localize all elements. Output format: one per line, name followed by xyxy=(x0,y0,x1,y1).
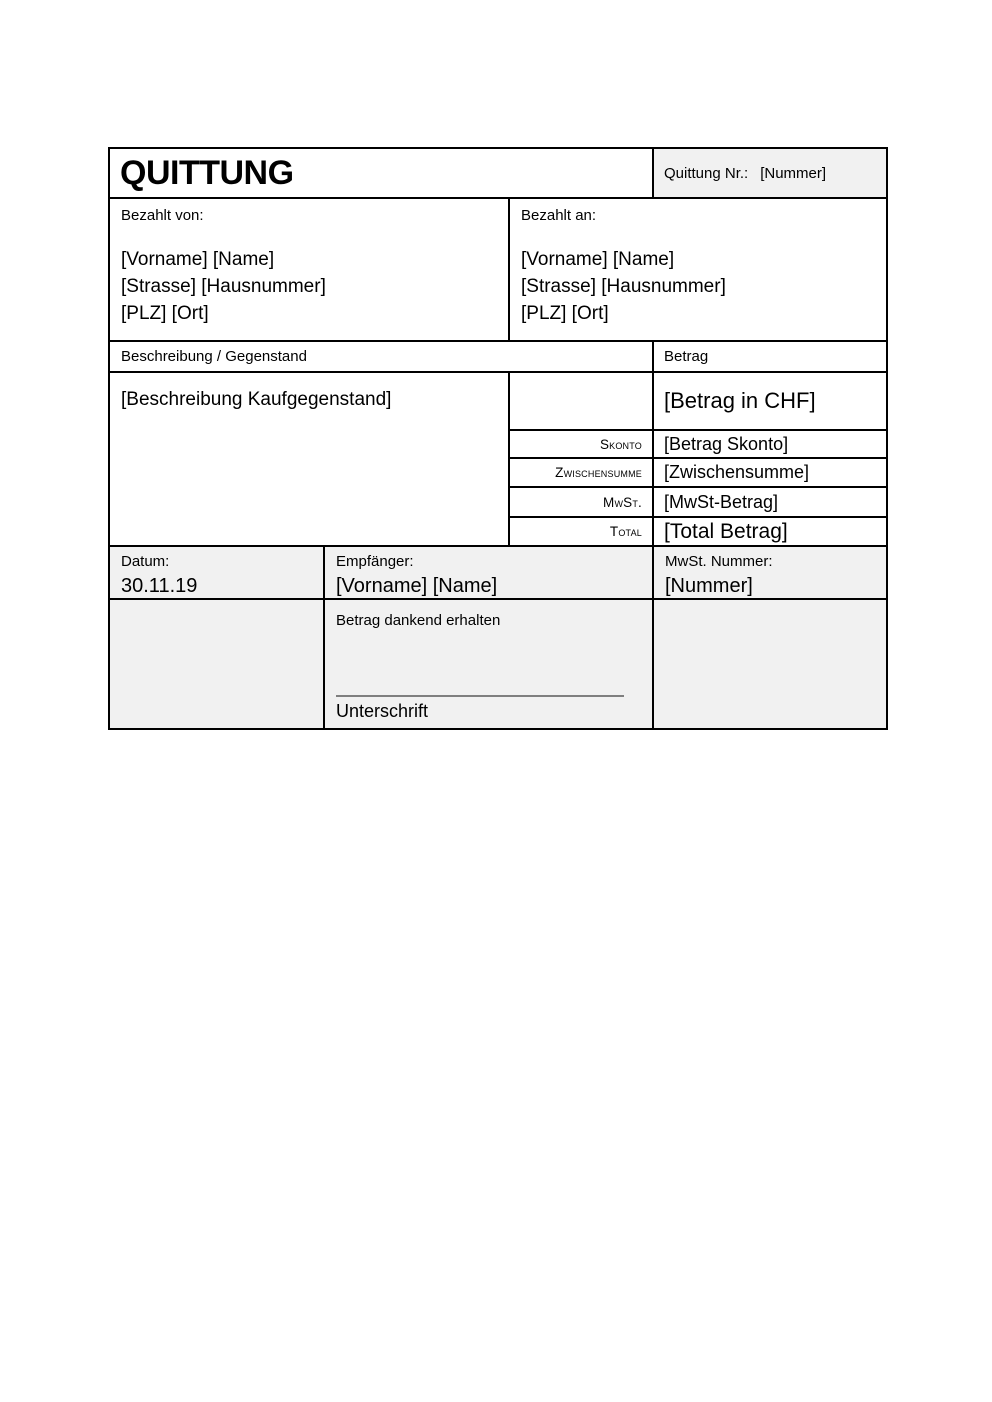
items-header-row xyxy=(110,340,886,371)
total-value: [Total Betrag] xyxy=(664,519,788,543)
receipt-table xyxy=(108,147,888,730)
vat-number-cell xyxy=(654,547,886,598)
mwst-label: MwSt. xyxy=(510,486,652,517)
paid-to-address xyxy=(521,246,886,327)
mwst-value: [MwSt-Betrag] xyxy=(664,491,779,512)
title-cell xyxy=(110,149,654,197)
signature-left-empty-cell xyxy=(110,600,325,728)
signature-right-empty-cell xyxy=(654,600,886,728)
vat-number-value: [Nummer] xyxy=(665,575,753,597)
totals-value-column xyxy=(654,373,886,545)
signature-cell xyxy=(325,600,654,728)
paid-to-label: Bezahlt an: xyxy=(521,207,597,224)
description-header-label: Beschreibung / Gegenstand xyxy=(121,348,307,365)
paid-to-line-street: [Strasse] [Hausnummer] xyxy=(521,276,726,297)
paid-by-line-name: [Vorname] [Name] xyxy=(121,249,275,270)
signature-label: Unterschrift xyxy=(336,701,429,721)
signature-row xyxy=(110,598,886,728)
paid-by-address xyxy=(121,246,508,327)
addresses-row xyxy=(110,197,886,340)
date-value: 30.11.19 xyxy=(121,575,198,597)
item-amount-value: [Betrag in CHF] xyxy=(664,388,816,414)
amount-header-label: Betrag xyxy=(664,348,709,365)
paid-to-line-name: [Vorname] [Name] xyxy=(521,249,675,270)
skonto-value: [Betrag Skonto] xyxy=(664,433,789,454)
total-value-cell xyxy=(654,516,886,545)
signature-line xyxy=(336,695,624,697)
totals-label-column xyxy=(510,373,654,545)
meta-row xyxy=(110,545,886,598)
date-label: Datum: xyxy=(121,553,170,570)
zwischensumme-label: Zwischensumme xyxy=(510,457,652,486)
amount-header-cell xyxy=(654,342,886,371)
recipient-cell xyxy=(325,547,654,598)
page-title: QUITTUNG xyxy=(120,153,294,192)
skonto-value-cell xyxy=(654,429,886,457)
description-header-cell xyxy=(110,342,654,371)
item-description-cell xyxy=(110,373,510,545)
item-amount-cell xyxy=(654,373,886,429)
paid-by-label: Bezahlt von: xyxy=(121,207,204,224)
item-body-row xyxy=(110,371,886,545)
receipt-number-cell xyxy=(654,149,886,197)
empty-spacer-cell xyxy=(510,373,652,429)
date-cell xyxy=(110,547,325,598)
skonto-label: Skonto xyxy=(510,429,652,457)
mwst-value-cell xyxy=(654,486,886,517)
total-label: Total xyxy=(510,516,652,545)
paid-to-line-city: [PLZ] [Ort] xyxy=(521,303,609,324)
recipient-value: [Vorname] [Name] xyxy=(336,575,498,597)
paid-by-line-city: [PLZ] [Ort] xyxy=(121,303,209,324)
receipt-number-label: Quittung Nr.: xyxy=(664,164,749,182)
zwischensumme-value: [Zwischensumme] xyxy=(664,461,810,482)
paid-to-cell xyxy=(510,199,886,340)
receipt-number-value: [Nummer] xyxy=(760,164,827,182)
item-description-value: [Beschreibung Kaufgegenstand] xyxy=(121,389,392,410)
zwischensumme-value-cell xyxy=(654,457,886,486)
recipient-label: Empfänger: xyxy=(336,553,414,570)
title-row xyxy=(110,149,886,197)
signature-spacer xyxy=(336,631,652,695)
paid-by-line-street: [Strasse] [Hausnummer] xyxy=(121,276,326,297)
paid-by-cell xyxy=(110,199,510,340)
received-note: Betrag dankend erhalten xyxy=(336,612,501,629)
vat-number-label: MwSt. Nummer: xyxy=(665,553,773,570)
